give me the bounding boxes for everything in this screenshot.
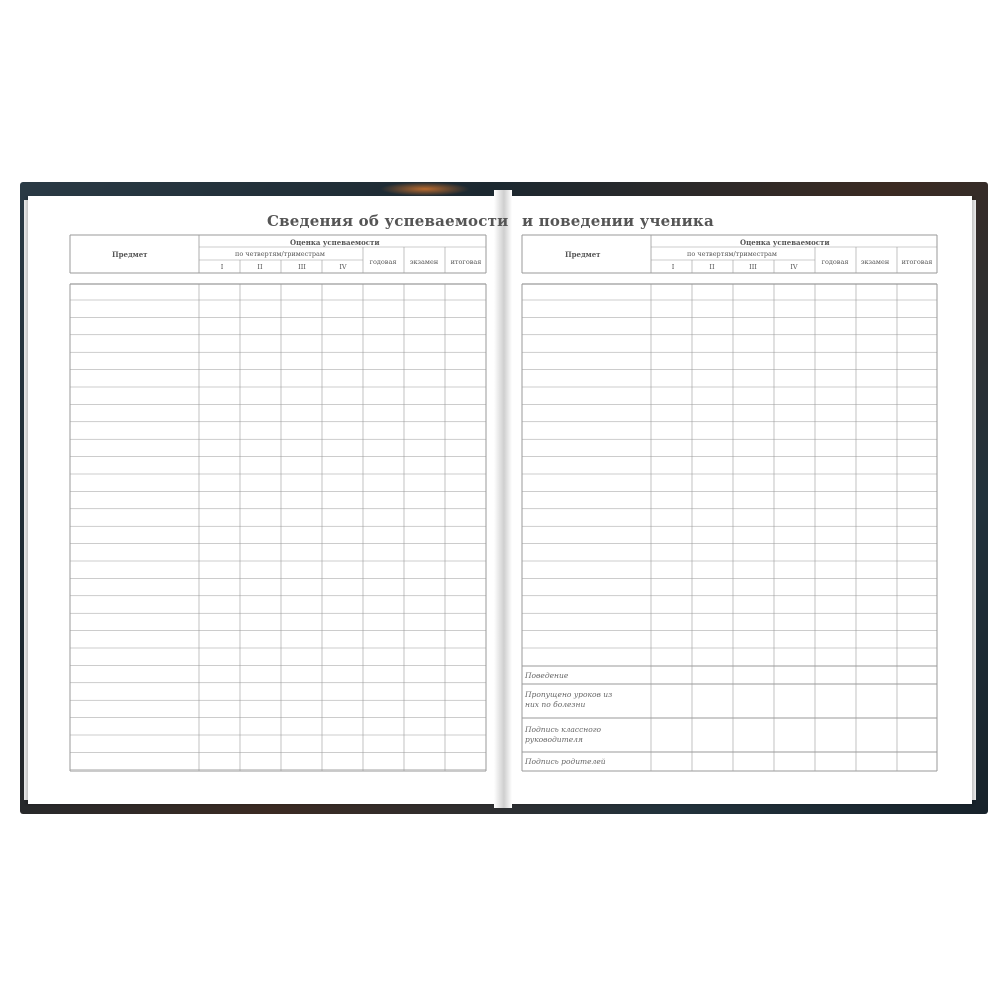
cover-texture [380,182,470,196]
left-page [28,196,496,804]
left-term-2: II [257,263,263,271]
right-term-2: II [709,263,715,271]
parent-signature-row-label: Подпись родителей [525,757,606,766]
right-term-1: I [671,263,675,271]
left-term-3: III [298,263,306,271]
right-col-final: итоговая [901,258,933,266]
left-grades-header: Оценка успеваемости [290,238,380,247]
left-term-4: IV [339,263,347,271]
behavior-row-label: Поведение [525,671,569,680]
right-term-3: III [749,263,757,271]
left-term-1: I [220,263,224,271]
book-gutter [494,190,512,808]
left-col-exam: экзамен [409,258,439,266]
right-page-title: и поведении ученика [522,212,714,230]
right-grades-header: Оценка успеваемости [740,238,830,247]
left-subject-header: Предмет [112,250,148,259]
right-col-annual: годовая [821,258,849,266]
right-col-exam: экзамен [860,258,890,266]
teacher-signature-row-label: Подпись классного руководителя [525,725,602,744]
left-col-annual: годовая [369,258,397,266]
left-col-final: итоговая [450,258,482,266]
right-term-4: IV [790,263,798,271]
right-page [510,196,972,804]
left-term-header: по четвертям/триместрам [235,250,325,258]
right-term-header: по четвертям/триместрам [687,250,777,258]
left-page-title: Сведения об успеваемости [267,212,509,230]
right-subject-header: Предмет [565,250,601,259]
missed-lessons-row-label: Пропущено уроков из них по болезни [525,690,613,709]
